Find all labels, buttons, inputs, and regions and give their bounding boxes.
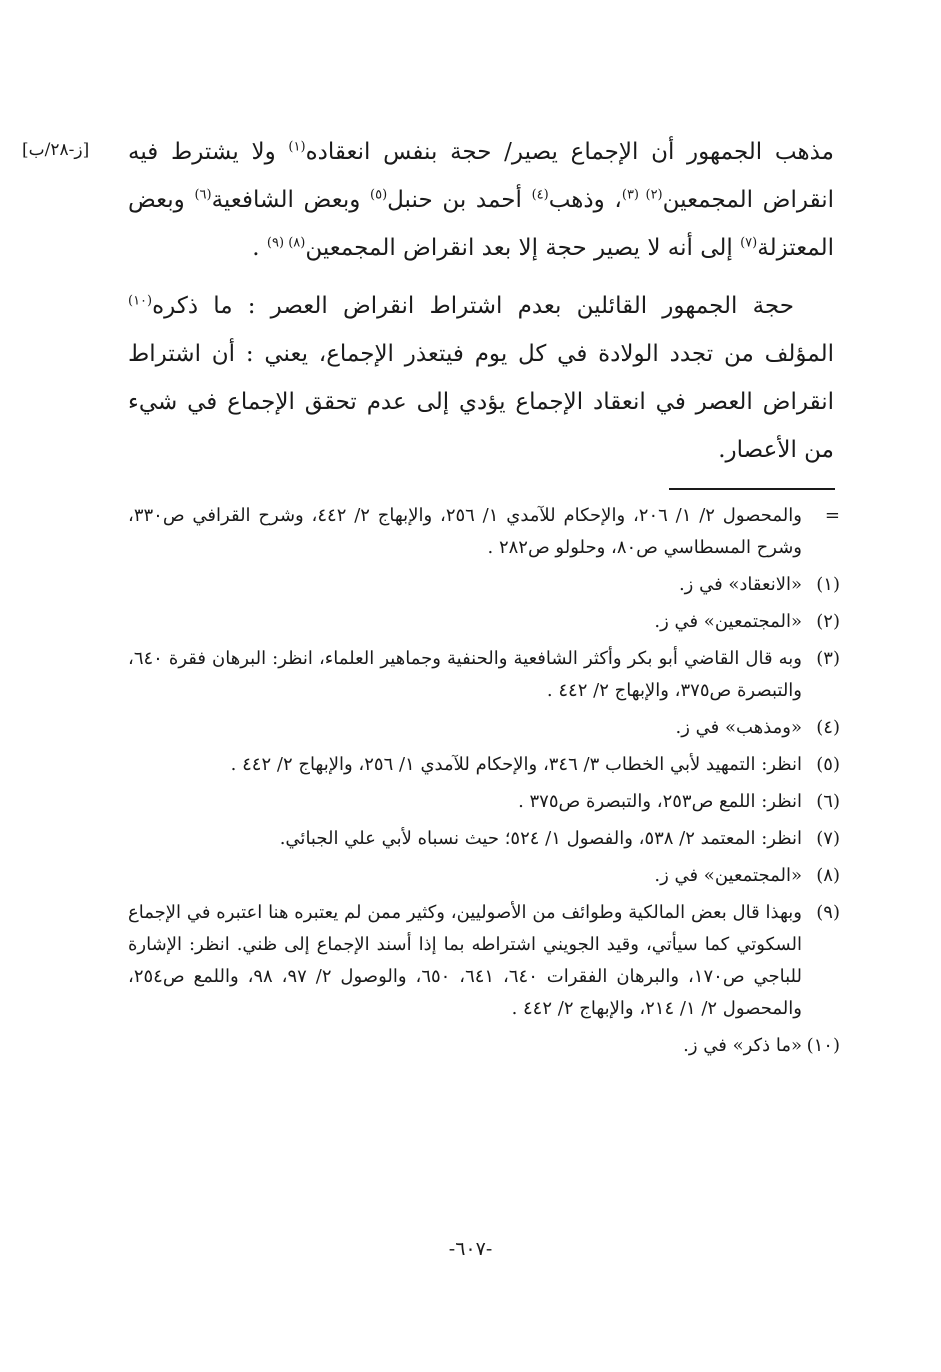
footnote-number: (١٠) bbox=[806, 1035, 840, 1056]
text-run: حجة الجمهور القائلين بعدم اشتراط انقراض العصر : ما ذكره bbox=[152, 293, 794, 319]
footnotes bbox=[128, 500, 840, 1067]
footnote-2 bbox=[128, 606, 840, 638]
footnote-ref-5: (٥) bbox=[370, 187, 388, 203]
footnote-text: «المجتمعين» في ز. bbox=[654, 611, 802, 632]
footnote-number: (٥) bbox=[816, 754, 840, 775]
footnote-separator bbox=[669, 488, 835, 490]
footnote-ref-1: (١) bbox=[288, 139, 306, 155]
footnote-text: «ومذهب» في ز. bbox=[675, 717, 802, 738]
footnote-9 bbox=[128, 897, 840, 1025]
text-run: ، وذهب bbox=[548, 187, 622, 213]
footnote-text: «الانعقاد» في ز. bbox=[678, 574, 802, 595]
footnote-text: وبه قال القاضي أبو بكر وأكثر الشافعية والحنفية وجماهير العلماء، انظر: البرهان فقرة ٦٤٠، والتبصرة ص٣٧٥، والإبهاج ٢/ ٤٤٢ . bbox=[128, 648, 803, 701]
footnote-text: وبهذا قال بعض المالكية وطوائف من الأصوليين، وكثير ممن لم يعتبره هنا اعتبره في الإجماع السكوتي كما سيأتي، وقيد الجويني اشتراطه بما إذا أسند الإجماع إلى ظني. انظر: الإشارة للباجي ص١٧٠، والبرهان الفقرات ٦٤٠، ٦٤١، ٦٥٠، والوصول ٢/ ٩٧، ٩٨، واللمع ص٢٥٤، والمحصول ٢/ ١/ ٢١٤، والإبهاج ٢/ ٤٤٢ . bbox=[128, 902, 802, 1019]
footnote-ref-2-3: (٢) (٣) bbox=[621, 187, 663, 203]
text-run: ولا يشترط فيه انقراض المجمعين bbox=[128, 139, 834, 213]
text-run: إلى أنه لا يصير حجة إلا بعد انقراض المجمعين bbox=[305, 235, 741, 261]
text-run: . bbox=[252, 235, 267, 261]
footnote-number: = bbox=[824, 505, 840, 526]
footnote-text: انظر: التمهيد لأبي الخطاب ٣/ ٣٤٦، والإحكام للآمدي ١/ ٢٥٦، والإبهاج ٢/ ٤٤٢ . bbox=[230, 754, 802, 775]
footnote-continuation bbox=[128, 500, 840, 564]
paragraph-2 bbox=[128, 282, 834, 474]
footnote-8 bbox=[128, 860, 840, 892]
footnote-text: «المجتمعين» في ز. bbox=[654, 865, 802, 886]
footnote-number: (١) bbox=[816, 574, 840, 595]
text-run: وبعض المعتزلة bbox=[128, 187, 834, 261]
footnote-ref-6: (٦) bbox=[194, 187, 212, 203]
text-run: وبعض الشافعية bbox=[211, 187, 370, 213]
page-number: -٦٠٧- bbox=[448, 1238, 493, 1260]
footnote-1 bbox=[128, 569, 840, 601]
footnote-number: (٨) bbox=[816, 865, 840, 886]
footnote-4 bbox=[128, 712, 840, 744]
footnote-ref-8-9: (٨) (٩) bbox=[266, 235, 306, 251]
footnote-7 bbox=[128, 823, 840, 855]
footnote-text: «ما ذكر» في ز. bbox=[683, 1035, 802, 1056]
footnote-text: انظر: اللمع ص٢٥٣، والتبصرة ص٣٧٥ . bbox=[518, 791, 802, 812]
footnote-number: (٦) bbox=[816, 791, 840, 812]
text-run: أحمد بن حنبل bbox=[387, 187, 532, 213]
footnote-number: (٧) bbox=[816, 828, 840, 849]
footnote-number: (٣) bbox=[816, 648, 840, 669]
footnote-number: (٩) bbox=[816, 902, 840, 923]
footnote-text: انظر: المعتمد ٢/ ٥٣٨، والفصول ١/ ٥٢٤؛ حيث نسباه لأبي علي الجبائي. bbox=[279, 828, 802, 849]
paragraph-1 bbox=[128, 128, 834, 272]
footnote-3 bbox=[128, 643, 840, 707]
text-run: المؤلف من تجدد الولادة في كل يوم فيتعذر الإجماع، يعني : أن اشتراط انقراض العصر في انعقاد الإجماع يؤدي إلى عدم تحقق الإجماع في شيء من الأعصار. bbox=[128, 341, 834, 463]
footnote-number: (٢) bbox=[816, 611, 840, 632]
footnote-ref-4: (٤) bbox=[531, 187, 549, 203]
text-run: مذهب الجمهور أن الإجماع يصير/ حجة بنفس انعقاده bbox=[305, 139, 834, 165]
footnote-text: والمحصول ٢/ ١/ ٢٠٦، والإحكام للآمدي ١/ ٢٥٦، والإبهاج ٢/ ٤٤٢، وشرح القرافي ص٣٣٠، وشرح المسطاسي ص٨٠، وحلولو ص٢٨٢ . bbox=[128, 505, 802, 558]
footnote-ref-10: (١٠) bbox=[128, 293, 153, 309]
manuscript-folio-reference: [ز-٢٨/ب] bbox=[22, 140, 90, 160]
main-text bbox=[128, 128, 834, 474]
footnote-6 bbox=[128, 786, 840, 818]
footnote-number: (٤) bbox=[816, 717, 840, 738]
footnote-5 bbox=[128, 749, 840, 781]
footnote-10 bbox=[128, 1030, 840, 1062]
footnote-ref-7: (٧) bbox=[740, 235, 758, 251]
